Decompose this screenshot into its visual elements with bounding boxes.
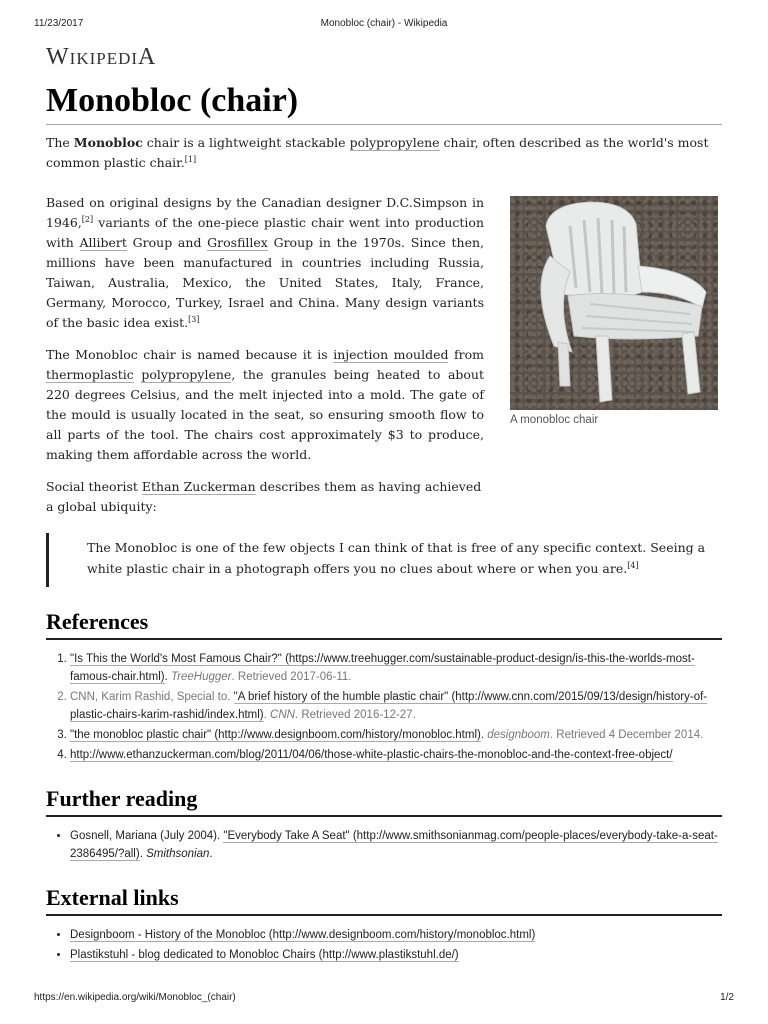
reference-item: 3. "the monobloc plastic chair" (http://www.designboom.com/history/monobloc.html). designboom. Retrieved 4 December 2014.: [70, 726, 722, 744]
external-link-item: [70, 926, 722, 944]
external-link[interactable]: Plastikstuhl - blog dedicated to Monobloc Chairs (http://www.plastikstuhl.de/): [70, 949, 459, 961]
link-polypropylene-2[interactable]: polypropylene: [141, 367, 232, 382]
thumbnail: [510, 196, 720, 426]
wikipedia-wordmark[interactable]: WIKIPEDIA: [46, 44, 157, 70]
reference-link[interactable]: "Is This the World's Most Famous Chair?" (https://www.treehugger.com/sustainable-product-design/is-this-the-worlds-most-famous-chair.html): [70, 653, 695, 683]
further-reading-list: [46, 827, 722, 863]
further-reading-link[interactable]: "Everybody Take A Seat" (http://www.smithsonianmag.com/people-places/everybody-take-a-seat-2386495/?all): [70, 830, 718, 860]
references-section: [46, 609, 722, 764]
chair-photo[interactable]: [510, 196, 718, 410]
ref-2[interactable]: [2]: [81, 214, 94, 224]
references-heading: References: [46, 609, 722, 640]
print-title: Monobloc (chair) - Wikipedia: [320, 18, 448, 29]
external-link-item: [70, 946, 722, 964]
link-allibert[interactable]: Allibert: [79, 235, 127, 250]
further-reading-item: • Gosnell, Mariana (July 2004). "Everybody Take A Seat" (http://www.smithsonianmag.com/people-places/everybody-take-a-seat-2386495/?all). Smithsonian.: [70, 827, 722, 863]
external-links-heading: External links: [46, 885, 722, 916]
intro-paragraph: The Monobloc chair is a lightweight stackable polypropylene chair, often described as the world's most common plastic chair.[1]: [46, 135, 709, 170]
reference-link[interactable]: "the monobloc plastic chair" (http://www.designboom.com/history/monobloc.html): [70, 729, 481, 741]
external-links-list: [46, 926, 722, 964]
history-paragraph: Based on original designs by the Canadian designer D.C.Simpson in 1946,[2] variants of the one-piece plastic chair went into production with Allibert Group and Grosfillex Group in the 1970s. Since then, millions have been manufactured in countries including Russia, Taiwan, Australia, Mexico, the United States, Italy, France, Germany, Morocco, Turkey, Israel and China. Many design variants of the basic idea exist.[3]: [46, 195, 484, 330]
further-reading-heading: Further reading: [46, 786, 722, 817]
references-list: [46, 650, 722, 764]
reference-item: [70, 746, 722, 764]
page-title: Monobloc (chair): [46, 82, 722, 125]
print-header: [0, 0, 768, 29]
reference-link[interactable]: http://www.ethanzuckerman.com/blog/2011/04/06/those-white-plastic-chairs-the-monobloc-and-the-context-free-object/: [70, 749, 673, 761]
chair-illustration: [510, 196, 718, 410]
ref-4[interactable]: [4]: [627, 560, 639, 570]
link-polypropylene[interactable]: polypropylene: [349, 135, 440, 150]
ref-3[interactable]: [3]: [188, 314, 200, 324]
reference-link[interactable]: "A brief history of the humble plastic chair" (http://www.cnn.com/2015/09/13/design/history-of-plastic-chairs-karim-rashid/index.html): [70, 691, 708, 721]
manufacturing-paragraph: The Monobloc chair is named because it is injection moulded from thermoplastic polypropylene, the granules being heated to about 220 degrees Celsius, and the melt injected into a mold. The gate of the mould is usually located in the seat, so ensuring smooth flow to all parts of the tool. The chairs cost approximately $3 to produce, making them affordable across the world.: [46, 347, 484, 462]
reference-item: 2. CNN, Karim Rashid, Special to. "A brief history of the humble plastic chair" (http://www.cnn.com/2015/09/13/design/history-of-plastic-chairs-karim-rashid/index.html). CNN. Retrieved 2016-12-27.: [70, 688, 722, 724]
link-grosfillex[interactable]: Grosfillex: [207, 235, 268, 250]
external-links-section: [46, 885, 722, 964]
further-reading-section: [46, 786, 722, 863]
print-url: https://en.wikipedia.org/wiki/Monobloc_(chair): [34, 992, 236, 1003]
article: [46, 44, 722, 966]
ubiquity-paragraph: Social theorist Ethan Zuckerman describes them as having achieved a global ubiquity:: [46, 479, 482, 514]
link-thermoplastic[interactable]: thermoplastic: [46, 367, 134, 382]
print-date: 11/23/2017: [34, 18, 84, 29]
reference-item: 1. "Is This the World's Most Famous Chair?" (https://www.treehugger.com/sustainable-product-design/is-this-the-worlds-most-famous-chair.html). TreeHugger. Retrieved 2017-06-11.: [70, 650, 722, 686]
thumbnail-caption: A monobloc chair: [510, 414, 599, 426]
page-number: 1/2: [720, 992, 734, 1003]
link-injection-moulded[interactable]: injection moulded: [333, 347, 449, 362]
external-link[interactable]: Designboom - History of the Monobloc (http://www.designboom.com/history/monobloc.html): [70, 929, 536, 941]
zuckerman-quote: The Monobloc is one of the few objects I can think of that is free of any specific context. Seeing a white plastic chair in a photograph offers you no clues about where or when you are.[4]: [46, 533, 707, 587]
link-ethan-zuckerman[interactable]: Ethan Zuckerman: [141, 479, 256, 494]
ref-1[interactable]: [1]: [184, 154, 197, 164]
